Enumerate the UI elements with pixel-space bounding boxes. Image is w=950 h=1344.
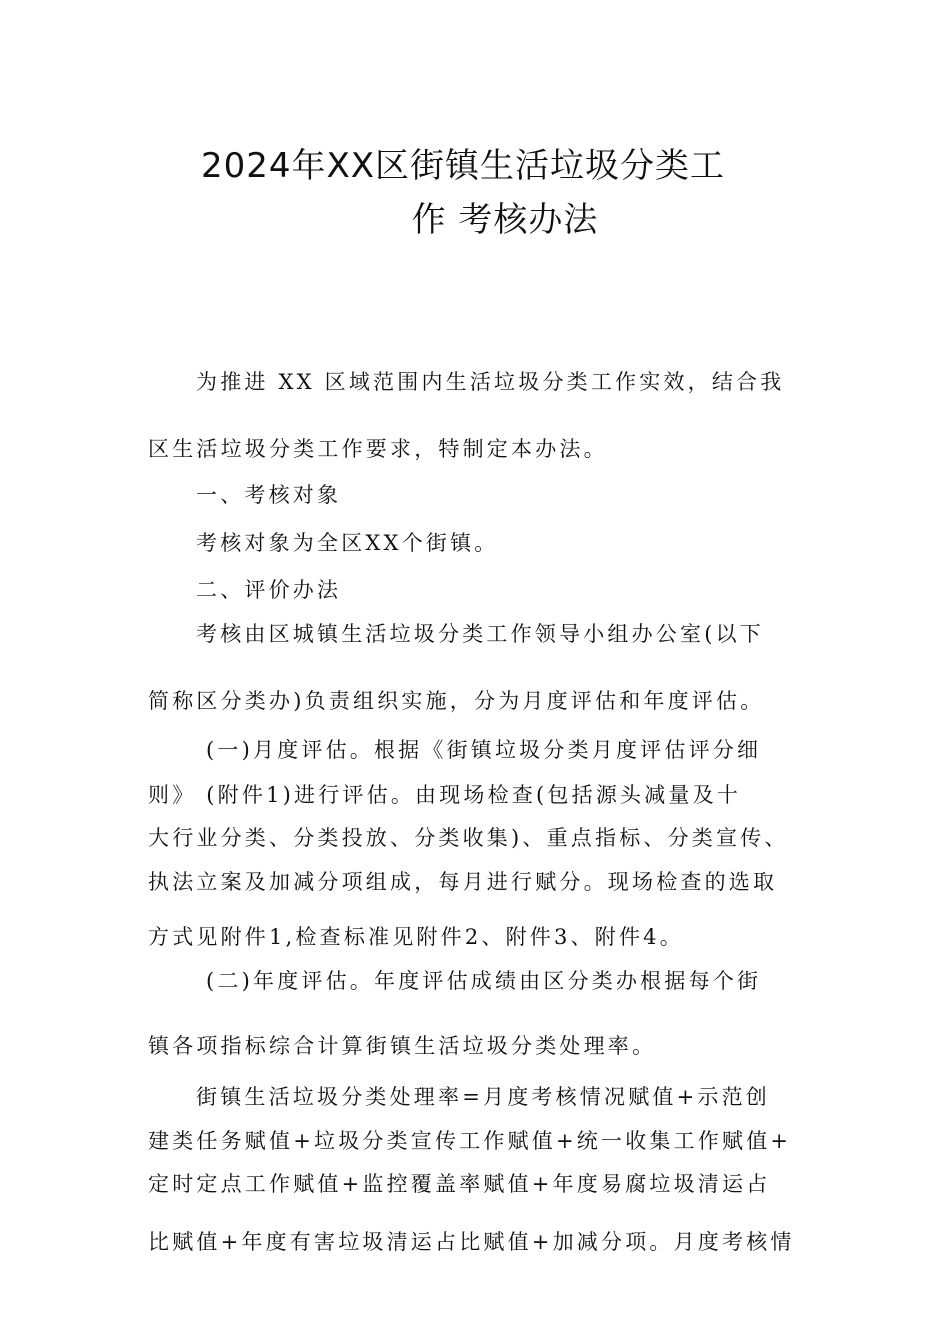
- paragraph-line: 为推进 XX 区域范围内生活垃圾分类工作实效，结合我: [196, 370, 785, 394]
- section-heading: 一、考核对象: [196, 483, 342, 507]
- paragraph-line: 区生活垃圾分类工作要求，特制定本办法。: [148, 437, 608, 461]
- paragraph-line: 大行业分类、分类投放、分类收集)、重点指标、分类宣传、: [148, 826, 789, 850]
- paragraph-line: 则》 (附件1)进行评估。由现场检查(包括源头减量及十: [148, 783, 742, 807]
- document-title-line-2: 作 考核办法: [411, 200, 599, 240]
- paragraph-line: 定时定点工作赋值+监控覆盖率赋值+年度易腐垃圾清运占: [148, 1172, 771, 1196]
- paragraph-line: 执法立案及加减分项组成，每月进行赋分。现场检查的选取: [148, 870, 778, 894]
- paragraph-line: 考核由区城镇生活垃圾分类工作领导小组办公室(以下: [196, 622, 764, 646]
- paragraph-line: (二)年度评估。年度评估成绩由区分类办根据每个街: [206, 969, 762, 993]
- paragraph-line: 街镇生活垃圾分类处理率=月度考核情况赋值+示范创: [196, 1085, 770, 1109]
- paragraph-line: (一)月度评估。根据《街镇垃圾分类月度评估评分细: [206, 738, 762, 762]
- paragraph-line: 考核对象为全区XX个街镇。: [196, 531, 499, 555]
- paragraph-line: 方式见附件1,检查标准见附件2、附件3、附件4。: [148, 925, 684, 949]
- paragraph-line: 比赋值+年度有害垃圾清运占比赋值+加减分项。月度考核情: [148, 1230, 795, 1254]
- paragraph-line: 建类任务赋值+垃圾分类宣传工作赋值+统一收集工作赋值+: [148, 1129, 792, 1153]
- paragraph-line: 镇各项指标综合计算街镇生活垃圾分类处理率。: [148, 1034, 657, 1058]
- section-heading: 二、评价办法: [196, 578, 342, 602]
- document-title-line-1: 2024年XX区街镇生活垃圾分类工: [200, 146, 726, 186]
- paragraph-line: 简称区分类办)负责组织实施，分为月度评估和年度评估。: [148, 689, 765, 713]
